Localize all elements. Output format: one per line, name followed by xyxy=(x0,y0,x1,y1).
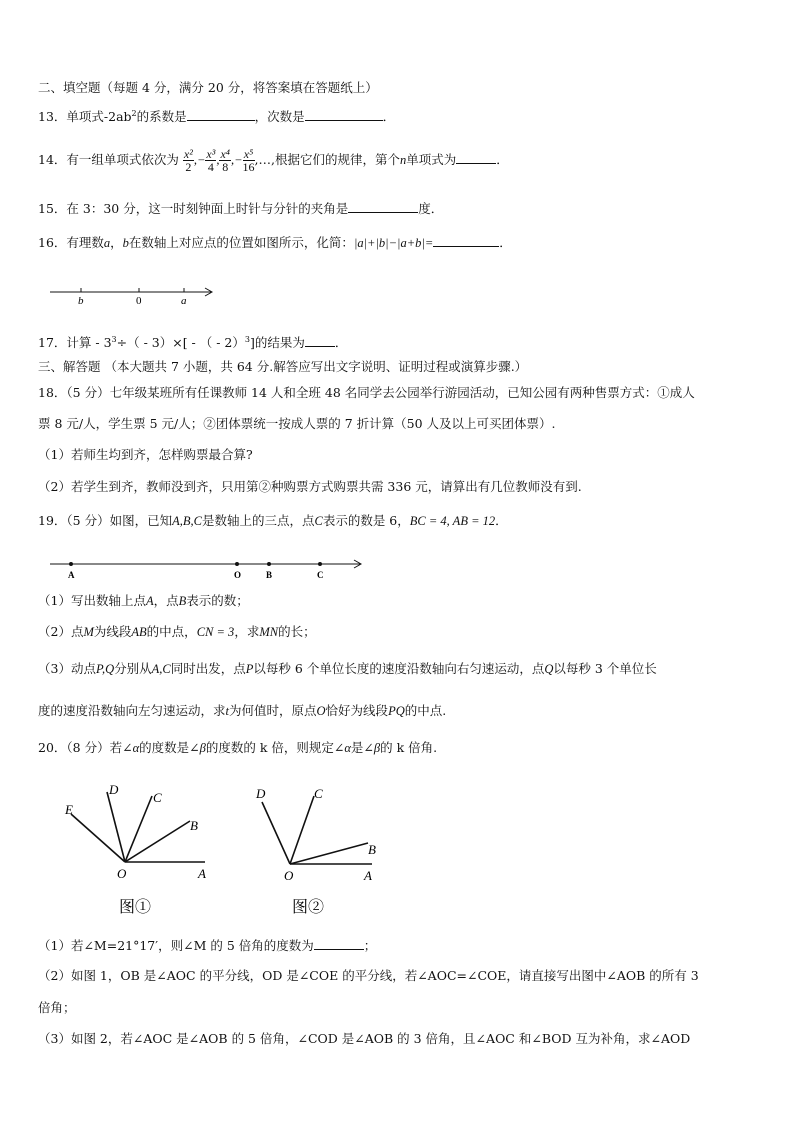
q20-figure-1 xyxy=(55,778,225,920)
q13-blank-coefficient[interactable] xyxy=(187,108,255,121)
q19-var-c: C xyxy=(314,514,323,528)
q20-figure-2 xyxy=(252,778,392,920)
q15-text-a: 15．在 3：30 分，这一时刻钟面上时针与分针的夹角是 xyxy=(38,201,349,216)
question-18-part-2: （2）若学生到齐，教师没到齐，只用第②种购票方式购票共需 336 元，请算出有几位教师没有到. xyxy=(38,479,582,494)
q16-number-line xyxy=(48,282,218,306)
q19-point-O xyxy=(235,562,239,566)
q16-text-a: 16．有理数 xyxy=(38,235,104,250)
fig1-label-E: E xyxy=(65,802,73,817)
fig1-label-D: D xyxy=(109,782,119,797)
q19-text-b: 是数轴上的三点，点 xyxy=(201,513,315,528)
q14-text-b: ,…,根据它们的规律，第个 xyxy=(254,152,400,167)
q16-label-a: a xyxy=(181,295,187,306)
q19-label-O: O xyxy=(234,570,242,580)
fig1-label-O: O xyxy=(117,866,127,881)
fig2-label-D: D xyxy=(256,786,266,801)
q19-text-d: ． xyxy=(495,513,508,528)
q19-label-A: A xyxy=(68,570,75,580)
fig1-ray-OD xyxy=(107,792,125,862)
fig1-ray-OE xyxy=(71,814,125,862)
question-19-part-1: （1）写出数轴上点A，点B表示的数； xyxy=(38,593,249,608)
q14-var-n: n xyxy=(399,153,407,167)
q19-point-B xyxy=(267,562,271,566)
question-19-part-2: （2）点M为线段AB的中点，CN = 3，求MN的长； xyxy=(38,624,316,639)
q17-text-b: ÷（ - 3）×[ - （ - 2） xyxy=(116,335,245,351)
q14-fraction-4: $\frac{\text{x⁵}}{16}$ xyxy=(242,147,255,174)
fig2-ray-OB xyxy=(290,843,368,864)
question-19-part-3-line-1: （3）动点P,Q分别从A,C同时出发，点P以每秒 6 个单位长度的速度沿数轴向右匀速运动，点Q以每秒 3 个单位长 xyxy=(38,661,657,676)
q19-label-C: C xyxy=(317,570,324,580)
q14-fraction-2: $\frac{\text{x³}}{4}$ xyxy=(206,147,216,174)
q19-number-line xyxy=(48,556,368,582)
q17-text-c: ]的结果为 xyxy=(249,335,305,351)
fig1-caption: 图① xyxy=(119,899,152,916)
q15-blank[interactable] xyxy=(348,200,418,213)
q13-exponent: 2 xyxy=(131,109,137,118)
q16-label-b: b xyxy=(78,295,84,306)
question-14 xyxy=(38,140,509,180)
q19-text-c: 表示的数是 6， xyxy=(322,513,410,528)
fig1-ray-OB xyxy=(125,821,190,862)
question-20-part-1: （1）若∠M=21°17′，则∠M 的 5 倍角的度数为 ； xyxy=(38,938,377,953)
question-19 xyxy=(38,513,508,529)
q13-text-b: 的系数是 xyxy=(136,109,187,125)
q14-text-d: ． xyxy=(496,152,509,167)
q14-fraction-3: $\frac{\text{x⁴}}{8}$ xyxy=(220,147,230,174)
q16-text-b: ， xyxy=(110,235,123,250)
q16-text-c: 在数轴上对应点的位置如图所示，化简： xyxy=(128,235,354,250)
q19-text-a: 19．（5 分）如图，已知 xyxy=(38,513,173,528)
q16-var-b: b xyxy=(122,236,129,250)
q16-label-0: 0 xyxy=(136,295,142,306)
q17-text-d: ． xyxy=(334,335,348,351)
q17-exponent-1: 3 xyxy=(111,335,117,344)
fig2-label-C: C xyxy=(314,786,323,801)
q14-text-a: 14．有一组单项式依次为 xyxy=(38,152,179,167)
question-18-part-1: （1）若师生均到齐，怎样购票最合算? xyxy=(38,447,253,462)
section-3-header: 三、解答题 （本大题共 7 小题，共 64 分.解答应写出文字说明、证明过程或演算步骤.） xyxy=(38,359,528,374)
fig2-label-O: O xyxy=(284,868,294,883)
q15-text-b: 度． xyxy=(418,201,444,216)
q19-points: A,B,C xyxy=(172,514,202,528)
fig2-ray-OD xyxy=(262,802,290,864)
q14-blank[interactable] xyxy=(456,151,496,164)
section-2-header: 二、填空题（每题 4 分，满分 20 分，将答案填在答题纸上） xyxy=(38,80,378,95)
q16-blank[interactable] xyxy=(433,234,499,247)
q14-sep-3: ,− xyxy=(230,153,243,167)
question-20-part-2-line-2: 倍角； xyxy=(38,1000,76,1015)
fig2-caption: 图② xyxy=(292,899,325,916)
question-19-part-3-line-2: 度的速度沿数轴向左匀速运动，求t为何值时，原点O恰好为线段PQ的中点. xyxy=(38,703,447,718)
question-18-line-1: 18．（5 分）七年级某班所有任课教师 14 人和全班 48 名同学去公园举行游园活动，已知公园有两种售票方式：①成人 xyxy=(38,385,695,400)
q13-text-a: 13．单项式-2ab xyxy=(38,109,132,125)
q19-equation: BC = 4, AB = 12 xyxy=(409,514,496,528)
q17-text-a: 17．计算 - 3 xyxy=(38,335,112,351)
fig2-label-A: A xyxy=(364,868,372,883)
question-20: 20．（8 分）若∠α的度数是∠β的度数的 k 倍，则规定∠α是∠β的 k 倍角. xyxy=(38,740,438,755)
q17-blank[interactable] xyxy=(305,334,335,347)
q14-text-c: 单项式为 xyxy=(406,152,457,167)
q16-expression: |a|+|b|−|a+b|= xyxy=(353,236,434,250)
question-16 xyxy=(38,234,512,251)
question-13 xyxy=(38,106,395,125)
q19-label-B: B xyxy=(266,570,273,580)
fig2-ray-OC xyxy=(290,796,314,864)
q14-sep-1: ,− xyxy=(193,153,206,167)
fig1-label-B: B xyxy=(190,818,198,833)
q19-point-C xyxy=(318,562,322,566)
question-18-line-2: 票 8 元/人，学生票 5 元/人；②团体票统一按成人票的 7 折计算（50 人及以上可买团体票）. xyxy=(38,416,556,431)
q19-point-A xyxy=(69,562,73,566)
fig1-ray-OC xyxy=(125,796,152,862)
q16-text-d: ． xyxy=(499,235,512,250)
q14-sep-2: , xyxy=(216,153,220,167)
q20-blank[interactable] xyxy=(314,937,364,950)
fig2-label-B: B xyxy=(368,842,376,857)
q13-blank-degree[interactable] xyxy=(305,108,383,121)
question-20-part-3: （3）如图 2，若∠AOC 是∠AOB 的 5 倍角，∠COD 是∠AOB 的 3 倍角，且∠AOC 和∠BOD 互为补角，求∠AOD xyxy=(38,1031,691,1046)
q13-text-d: ． xyxy=(382,109,396,125)
fig1-label-A: A xyxy=(198,866,206,881)
q13-text-c: ，次数是 xyxy=(254,109,305,125)
q17-exponent-2: 3 xyxy=(244,335,250,344)
question-20-part-2-line-1: （2）如图 1，OB 是∠AOC 的平分线，OD 是∠COE 的平分线，若∠AOC=∠COE，请直接写出图中∠AOB 的所有 3 xyxy=(38,968,699,983)
question-15 xyxy=(38,200,443,217)
question-17 xyxy=(38,332,347,351)
fig1-label-C: C xyxy=(153,790,162,805)
q16-var-a: a xyxy=(103,236,111,250)
q14-fraction-1: $\frac{\text{x²}}{2}$ xyxy=(183,147,193,174)
